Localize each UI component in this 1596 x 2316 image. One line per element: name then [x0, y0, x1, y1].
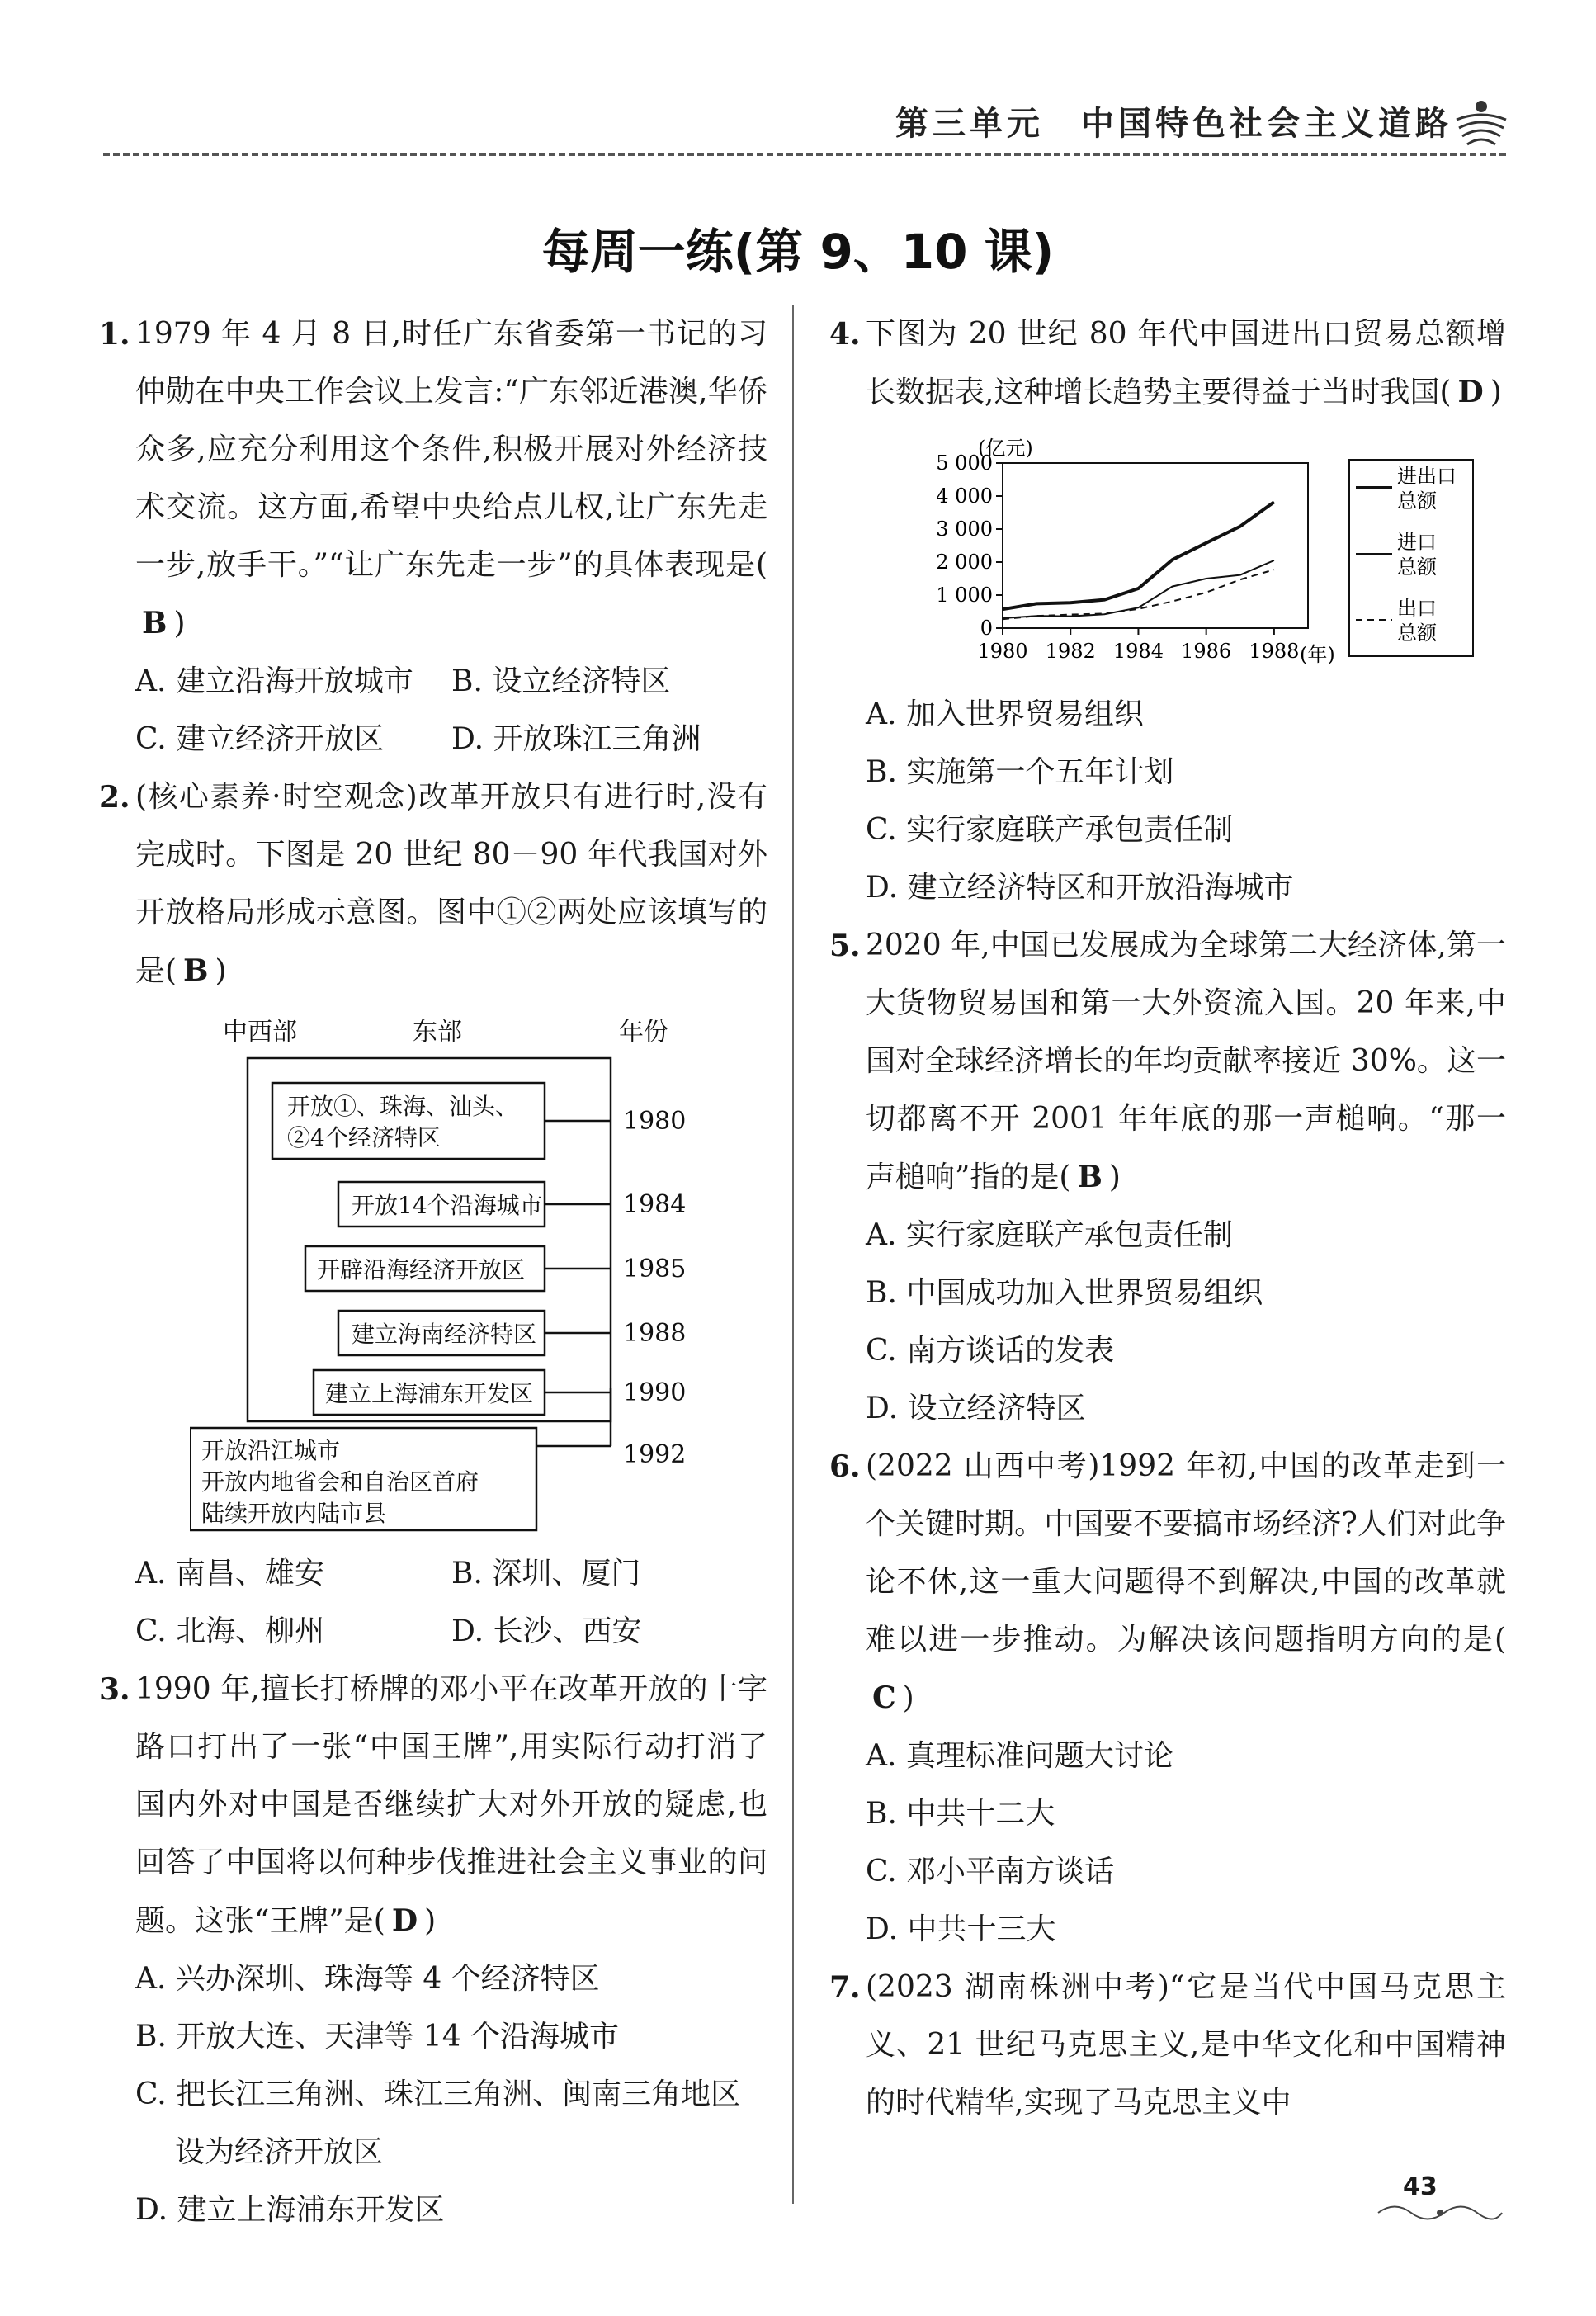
- option-a: A. 实行家庭联产承包责任制: [866, 1218, 1233, 1252]
- lotus-ornament-icon: [1452, 95, 1510, 153]
- diagram-year: 1984: [623, 1190, 687, 1219]
- answer-mark: D: [1457, 375, 1484, 409]
- left-column: [99, 305, 767, 2239]
- option-a: A. 真理标准问题大讨论: [866, 1739, 1173, 1773]
- legend-label: 总额: [1397, 622, 1437, 645]
- diagram-year: 1985: [623, 1255, 687, 1283]
- x-tick-label: 1982: [1045, 640, 1096, 663]
- option-b: B. 实施第一个五年计划: [866, 755, 1174, 789]
- diagram-header-west: 中西部: [223, 1018, 297, 1047]
- option-b: B. 中共十二大: [866, 1797, 1055, 1831]
- question-stem: (核心素养·时空观念)改革开放只有进行时,没有完成时。下图是 20 世纪 80－90 年代我国对外开放格局形成示意图。图中①②两处应该填写的是(: [135, 780, 767, 988]
- question-7: [829, 1959, 1506, 2132]
- option-d: D. 建立上海浦东开发区: [135, 2193, 445, 2227]
- diagram-box-text: 开放内地省会和自治区首府: [201, 1468, 479, 1496]
- question-stem: 1979 年 4 月 8 日,时任广东省委第一书记的习仲勋在中央工作会议上发言:“广东邻近港澳,华侨众多,应充分利用这个条件,积极开展对外经济技术交流。这方面,希望中央给点儿权,让广东先走一步,放手干。”“让广东先走一步”的具体表现是(: [135, 317, 767, 582]
- question-number: 2.: [99, 780, 130, 815]
- page-number: 43: [1403, 2172, 1438, 2201]
- page-title: 每周一练(第 9、10 课): [541, 224, 1055, 280]
- diagram-box-text: 开辟沿海经济开放区: [317, 1256, 526, 1283]
- question-stem: (2022 山西中考)1992 年初,中国的改革走到一个关键时期。中国要不要搞市场经济?人们对此争论不休,这一重大问题得不到解决,中国的改革就难以进一步推动。为解决该问题指明方向的是(: [866, 1449, 1506, 1657]
- option-a: A. 建立沿海开放城市: [135, 664, 413, 698]
- option-row: [99, 653, 767, 711]
- unit-header: 第三单元 中国特色社会主义道路: [895, 105, 1452, 143]
- series-line-dashed: [1003, 570, 1274, 619]
- column-divider: [792, 305, 794, 2204]
- y-tick-label: 0: [980, 617, 993, 640]
- diagram-box-text: 开放沿江城市: [201, 1437, 341, 1464]
- option-row: [99, 711, 767, 768]
- question-number: 3.: [99, 1672, 130, 1707]
- question-3: 3. 1990 年,擅长打桥牌的邓小平在改革开放的十字路口打出了一张“中国王牌”,用实际行动打消了国内外对中国是否继续扩大对外开放的疑虑,也回答了中国将以何种步伐推进社会主义事业的问题。这张“王牌”是( D ): [99, 1661, 767, 1950]
- diagram-box-text: 开放14个沿海城市: [352, 1192, 543, 1219]
- option-d: D. 建立经济特区和开放沿海城市: [866, 871, 1294, 905]
- question-number: 7.: [829, 1970, 861, 2005]
- x-tick-label: 1988: [1249, 640, 1300, 663]
- y-tick-label: 4 000: [936, 484, 993, 508]
- question-6: 6. (2022 山西中考)1992 年初,中国的改革走到一个关键时期。中国要不要搞市场经济?人们对此争论不休,这一重大问题得不到解决,中国的改革就难以进一步推动。为解决该问题指明方向的是(C ): [829, 1438, 1506, 1728]
- question-1: 1. 1979 年 4 月 8 日,时任广东省委第一书记的习仲勋在中央工作会议上发言:“广东邻近港澳,华侨众多,应充分利用这个条件,积极开展对外经济技术交流。这方面,希望中央给点儿权,让广东先走一步,放手干。”“让广东先走一步”的具体表现是(B ): [99, 305, 767, 653]
- legend-label: 进出口: [1397, 465, 1457, 488]
- x-tick-label: 1984: [1112, 640, 1164, 663]
- diagram-box-text: 开放①、珠海、汕头、: [287, 1093, 519, 1120]
- diagram-box-text: 建立海南经济特区: [352, 1321, 537, 1348]
- y-tick-label: 5 000: [936, 451, 993, 475]
- option-c: C. 北海、柳州: [135, 1614, 325, 1648]
- option-row: [99, 1603, 767, 1661]
- y-tick-label: 2 000: [936, 551, 993, 574]
- option-b: B. 中国成功加入世界贸易组织: [866, 1276, 1263, 1310]
- option-a: A. 兴办深圳、珠海等 4 个经济特区: [135, 1962, 600, 1996]
- option-d: D. 长沙、西安: [451, 1614, 642, 1648]
- legend-label: 出口: [1397, 597, 1437, 620]
- diagram-year: 1990: [623, 1378, 687, 1407]
- chart-ylabel: (亿元): [978, 437, 1033, 460]
- question-number: 5.: [829, 929, 861, 963]
- option-b: B. 开放大连、天津等 14 个沿海城市: [135, 2020, 620, 2054]
- option-d: D. 中共十三大: [866, 1912, 1056, 1946]
- trade-line-chart: [920, 430, 1481, 678]
- diagram-header-year: 年份: [619, 1018, 668, 1047]
- legend-label: 总额: [1397, 555, 1437, 579]
- diagram-box-text: 建立上海浦东开发区: [325, 1380, 534, 1407]
- question-2: 2. (核心素养·时空观念)改革开放只有进行时,没有完成时。下图是 20 世纪 80－90 年代我国对外开放格局形成示意图。图中①②两处应该填写的是( B ): [99, 768, 767, 1000]
- option-c: C. 南方谈话的发表: [866, 1334, 1115, 1368]
- option-c: C. 建立经济开放区: [135, 722, 385, 756]
- legend-label: 进口: [1397, 531, 1437, 554]
- question-number: 1.: [99, 317, 130, 352]
- question-number: 4.: [829, 317, 861, 352]
- option-d: D. 开放珠江三角洲: [451, 722, 701, 756]
- question-4: 4. 下图为 20 世纪 80 年代中国进出口贸易总额增长数据表,这种增长趋势主要得益于当时我国( D ): [829, 305, 1506, 422]
- option-d: D. 设立经济特区: [866, 1392, 1086, 1425]
- question-stem: 2020 年,中国已发展成为全球第二大经济体,第一大货物贸易国和第一大外资流入国。20 年来,中国对全球经济增长的年均贡献率接近 30%。这一切都离不开 2001 年年底的那一声槌响。“那一声槌响”指的是(: [866, 929, 1506, 1194]
- series-line-solid-thick: [1003, 502, 1274, 609]
- x-tick-label: 1986: [1181, 640, 1232, 663]
- question-stem: 下图为 20 世纪 80 年代中国进出口贸易总额增长数据表,这种增长趋势主要得益于当时我国(: [866, 317, 1506, 409]
- option-b: B. 设立经济特区: [451, 664, 671, 698]
- answer-mark: B: [142, 606, 168, 640]
- diagram-box-text: 陆续开放内陆市县: [201, 1500, 387, 1527]
- legend-label: 总额: [1397, 489, 1437, 513]
- x-tick-label: 1980: [977, 640, 1028, 663]
- question-stem: (2023 湖南株洲中考)“它是当代中国马克思主义、21 世纪马克思主义,是中华文化和中国精神的时代精华,实现了马克思主义中: [866, 1970, 1506, 2120]
- chart-xlabel: (年): [1300, 643, 1335, 666]
- option-a: A. 南昌、雄安: [135, 1557, 324, 1590]
- answer-mark: B: [183, 953, 209, 988]
- y-tick-label: 3 000: [936, 518, 993, 541]
- diagram-year: 1980: [623, 1107, 687, 1136]
- option-c: C. 实行家庭联产承包责任制: [866, 813, 1234, 847]
- footer-ornament-icon: [1370, 2200, 1510, 2225]
- header-divider: [103, 153, 1506, 156]
- option-c: C. 把长江三角洲、珠江三角洲、闽南三角地区设为经济开放区: [135, 2077, 741, 2169]
- opening-pattern-diagram: [190, 1009, 701, 1537]
- diagram-year: 1992: [623, 1440, 687, 1469]
- diagram-year: 1988: [623, 1319, 687, 1348]
- answer-mark: B: [1077, 1160, 1103, 1194]
- diagram-box-text: ②4个经济特区: [287, 1124, 441, 1151]
- option-b: B. 深圳、厦门: [451, 1557, 641, 1590]
- option-c: C. 邓小平南方谈话: [866, 1855, 1115, 1888]
- answer-mark: D: [391, 1903, 418, 1938]
- y-tick-label: 1 000: [936, 584, 993, 607]
- question-5: 5. 2020 年,中国已发展成为全球第二大经济体,第一大货物贸易国和第一大外资流入国。20 年来,中国对全球经济增长的年均贡献率接近 30%。这一切都离不开 2001 年年底的那一声槌响。“那一声槌响”指的是( B ): [829, 917, 1506, 1207]
- diagram-header-east: 东部: [413, 1018, 462, 1047]
- answer-mark: C: [872, 1680, 896, 1715]
- right-column: [829, 305, 1506, 2132]
- question-stem: 1990 年,擅长打桥牌的邓小平在改革开放的十字路口打出了一张“中国王牌”,用实际行动打消了国内外对中国是否继续扩大对外开放的疑虑,也回答了中国将以何种步伐推进社会主义事业的问题。这张“王牌”是(: [135, 1672, 767, 1938]
- option-a: A. 加入世界贸易组织: [866, 697, 1144, 731]
- option-row: [99, 1545, 767, 1603]
- question-number: 6.: [829, 1449, 861, 1484]
